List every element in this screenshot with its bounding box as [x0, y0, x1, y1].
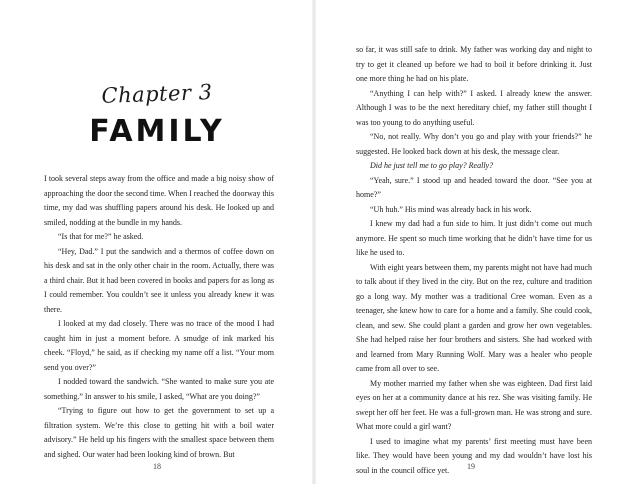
paragraph: “No, not really. Why don’t you go and play with your friends?” he suggested. He looked back down at his desk, the message clear.: [356, 132, 592, 156]
chapter-title: FAMILY: [89, 114, 225, 149]
paragraph: I used to imagine what my parents’ first meeting must have been like. They would have been young and my dad wouldn’t have lost his soul in the council office yet.: [356, 436, 592, 475]
paragraph: “Is that for me?” he asked.: [58, 232, 144, 241]
paragraph: so far, it was still safe to drink. My father was working day and night to try to get it cleaned up before we had to boil it before drinking it. Just one more thing he had on his plate.: [356, 45, 592, 83]
paragraph: With eight years between them, my parents might not have had much to talk about if they lived in the city. But on the rez, culture and tradition go a long way. My mother was a traditional Cree woman. Even as a teenager, she knew how to care for a home and a family. She could cook, clean, and sew. She could plant a garden and grow her own vegetables. She had helped raise her four brothers and sisters. She had worked with and learned from Mary Running Wolf. Mary was a healer who people came from all over to see.: [356, 262, 592, 373]
paragraph: “Hey, Dad.” I put the sandwich and a thermos of coffee down on his desk and sat in the only other chair in the room. Actually, there was a third chair. But it had been covered in books and papers for as long as I could remember. You couldn’t see it unless you already knew it was there.: [44, 246, 274, 314]
paragraph: “Anything I can help with?” I asked. I already knew the answer. Although I was to be the next hereditary chief, my father still thought I was too young to do anything useful.: [356, 88, 592, 127]
left-body-text: [44, 172, 274, 462]
paragraph: “Uh huh.” His mind was already back in his work.: [370, 204, 532, 214]
paragraph: I nodded toward the sandwich. “She wanted to make sure you ate something.” In answer to his smile, I asked, “What are you doing?”: [44, 377, 274, 401]
paragraph: Did he just tell me to go play? Really?: [370, 161, 494, 170]
paragraph: My mother married my father when she was eighteen. Dad first laid eyes on her at a community dance at his rez. She was visiting family. He swept her off her feet. He was a full-grown man. He was strong and sure. What more could a girl want?: [356, 378, 592, 431]
right-body-text: [356, 43, 592, 478]
paragraph: I knew my dad had a fun side to him. It just didn’t come out much anymore. He spent so much time working that he didn’t have time for us like he used to.: [356, 219, 592, 257]
right-page: [314, 0, 628, 484]
paragraph: I took several steps away from the office and made a big noisy show of approaching the door the second time. When I reached the doorway this time, my dad was shuffling papers around his desk. He looked up and smiled, nodding at the bundle in my hands.: [44, 174, 274, 227]
paragraph: “Yeah, sure.” I stood up and headed toward the door. “See you at home?”: [356, 175, 592, 199]
page-number: 19: [467, 462, 475, 471]
chapter-label: Chapter 3: [101, 80, 213, 108]
page-number: 18: [153, 462, 161, 471]
paragraph: “Trying to figure out how to get the government to set up a filtration system. We’re this close to getting hit with a boil water advisory.” He held up his fingers with the smallest space between them and sighed. Our water had been looking kind of brown. But: [44, 406, 274, 459]
paragraph: I looked at my dad closely. There was no trace of the mood I had caught him in just a moment before. A smudge of ink marked his cheek. “Floyd,” he said, as if checking my name off a list. “Your mom send you over?”: [44, 319, 274, 372]
